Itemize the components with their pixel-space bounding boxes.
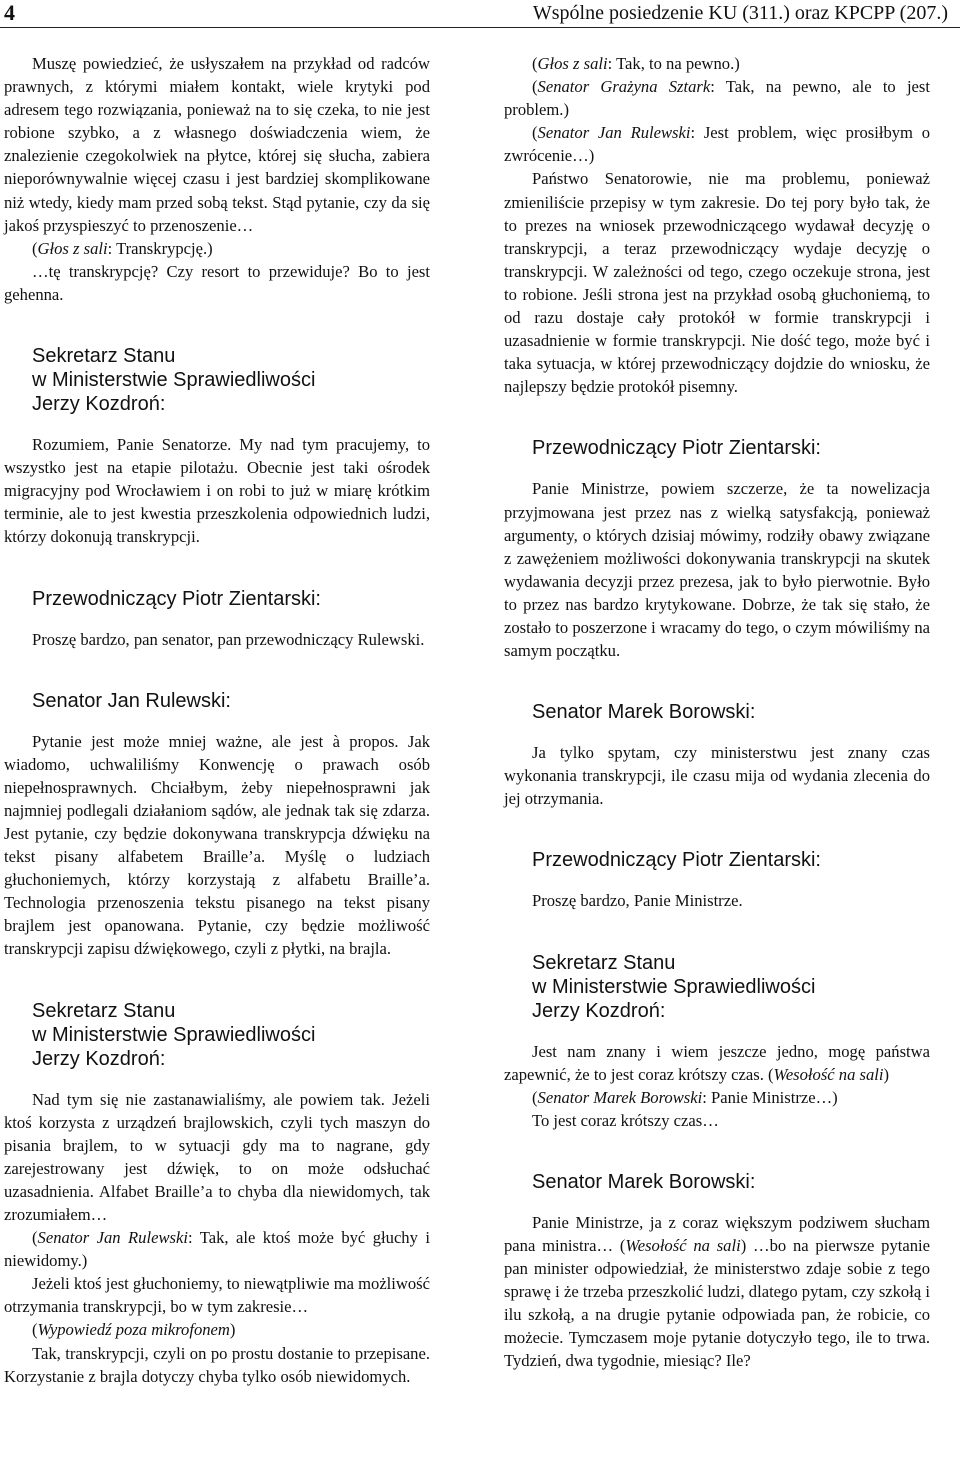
paragraph: Państwo Senatorowie, nie ma problemu, ponieważ zmieniliście przepisy w tym zakresie. Do tej pory było tak, że to prezes na wniosek przewodniczącego wydawał decyzję o transkrypcji, a teraz przewodniczący wydaje decyzję o transkrypcji. W zależności od tego, czego oczekuje strona, jest to robione. Jeśli strona jest na przykład osobą głuchoniemą, to od razu dostaje cały protokół w formie transkrypcji i uzasadnienie w formie transkrypcji. Nie dość tego, może być i taka sytuacja, w której przewodniczący dojdzie do wniosku, że najlepszy będzie protokół pisemny. — [504, 169, 930, 397]
paragraph: Proszę bardzo, Panie Ministrze. — [532, 891, 743, 911]
paragraph: Jest nam znany i wiem jeszcze jedno, mogę państwa zapewnić, że to jest coraz krótszy czas. (Wesołość na sali) — [504, 1041, 930, 1084]
paragraph: Proszę bardzo, pan senator, pan przewodniczący Rulewski. — [32, 629, 425, 649]
page-header — [0, 0, 960, 26]
interjection: (Głos z sali: Tak, to na pewno.) — [532, 54, 740, 73]
header-rule — [0, 27, 960, 28]
speaker-heading: Przewodniczący Piotr Zientarski: — [532, 437, 821, 460]
speaker-heading: Sekretarz Stanu w Ministerstwie Sprawiedliwości Jerzy Kozdroń: — [532, 951, 816, 1022]
speaker-heading: Senator Marek Borowski: — [532, 701, 756, 724]
paragraph: Pytanie jest może mniej ważne, ale jest à propos. Jak wiadomo, uchwaliliśmy Konwencję o prawach osób niepełnosprawnych. Chciałbym, żeby niepełnosprawni jak najmniej podlegali działaniom sądów, ale jednak tak się zdarza. Jest pytanie, czy będzie dokonywana transkrypcja dźwięku na tekst pisany alfabetem Braille’a. Myślę o ludziach głuchoniemych, którzy korzystają z alfabetu Braille’a. Technologia przenoszenia tekstu pisanego na tekst pisany brajlem jest opanowana. Pytanie, czy będzie możliwość transkrypcji zapisu dźwiękowego, czyli z płytki, na brajla. — [4, 731, 430, 959]
interjection: (Senator Marek Borowski: Panie Ministrze…) — [532, 1087, 838, 1107]
speaker-heading: Senator Jan Rulewski: — [32, 689, 231, 712]
running-title: Wspólne posiedzenie KU (311.) oraz KPCPP (207.) — [532, 2, 948, 24]
speaker-heading: Sekretarz Stanu w Ministerstwie Sprawiedliwości Jerzy Kozdroń: — [32, 999, 316, 1070]
interjection: (Senator Jan Rulewski: Tak, ale ktoś może być głuchy i niewidomy.) — [4, 1228, 430, 1271]
page-number: 4 — [4, 0, 15, 25]
paragraph: …tę transkrypcję? Czy resort to przewiduje? Bo to jest gehenna. — [4, 261, 430, 304]
paragraph: Panie Ministrze, powiem szczerze, że ta nowelizacja przyjmowana jest przez nas z wielką satysfakcją, ponieważ argumenty, o których dzisiaj mówimy, rodziły obawy związane z zawężeniem możliwości dokonywania transkrypcji na skutek wydawania decyzji przez prezesa, jak to było pierwotnie. Było to przez nas bardzo krytykowane. Dobrze, że tak się stało, że zostało to poszerzone i wracamy do tego, o czym mówiliśmy na samym początku. — [504, 479, 930, 661]
paragraph: Rozumiem, Panie Senatorze. My nad tym pracujemy, to wszystko jest na etapie pilotażu. Obecnie jest taki ośrodek migracyjny pod Wrocławiem i on robi to już w miarę krótkim terminie, ale to jest kwestia przeszkolenia odpowiednich ludzi, którzy dokonują transkrypcji. — [4, 435, 430, 547]
speaker-heading: Przewodniczący Piotr Zientarski: — [532, 849, 821, 872]
speaker-heading: Senator Marek Borowski: — [532, 1170, 756, 1193]
paragraph: Jeżeli ktoś jest głuchoniemy, to niewątpliwie ma możliwość otrzymania transkrypcji, bo w tym zakresie… — [4, 1274, 431, 1317]
paragraph: Nad tym się nie zastanawialiśmy, ale powiem tak. Jeżeli ktoś korzysta z urządzeń brajlowskich, czyli tych maszyn do pisania brajlem, to w sytuacji gdy ma to nagrane, gdy zarejestrowany jest dźwięk, to on może odsłuchać uzasadnienia. Alfabet Braille’a to chyba dla niewidomych, tak zrozumiałem… — [4, 1089, 430, 1224]
speaker-heading: Sekretarz Stanu w Ministerstwie Sprawiedliwości Jerzy Kozdroń: — [32, 345, 316, 416]
left-column — [4, 52, 430, 1388]
paragraph: To jest coraz krótszy czas… — [532, 1110, 719, 1130]
paragraph: Tak, transkrypcji, czyli on po prostu dostanie to przepisane. Korzystanie z brajla dotyczy chyba tylko osób niewidomych. — [4, 1343, 430, 1386]
interjection: (Senator Jan Rulewski: Jest problem, więc prosiłbym o zwrócenie…) — [504, 123, 930, 166]
speaker-heading: Przewodniczący Piotr Zientarski: — [32, 587, 321, 610]
interjection: (Głos z sali: Transkrypcję.) — [32, 238, 213, 258]
interjection: (Senator Grażyna Sztark: Tak, na pewno, ale to jest problem.) — [504, 77, 930, 120]
paragraph: Ja tylko spytam, czy ministerstwu jest znany czas wykonania transkrypcji, ile czasu mija od wydania zlecenia do jej otrzymania. — [504, 743, 930, 809]
interjection: (Wypowiedź poza mikrofonem) — [32, 1320, 236, 1340]
right-column — [504, 52, 930, 1373]
paragraph: Muszę powiedzieć, że usłyszałem na przykład od radców prawnych, z którymi miałem kontakt, wiele krytyki pod adresem tego rozwiązania, ponieważ na to się czeka, to nie jest robione szybko, a z własnego doświadczenia wiem, że znalezienie czegokolwiek na płytce, której się słucha, zabiera nieporównywalnie więcej czasu i jest bardziej skomplikowane niż wtedy, kiedy mam przed sobą tekst. Stąd pytanie, czy da się jakoś przyspieszyć to przenoszenie… — [4, 54, 430, 235]
paragraph: Panie Ministrze, ja z coraz większym podziwem słucham pana ministra… (Wesołość na sali) …bo na pierwsze pytanie pan minister odpowiedział, że ministerstwo zdaje sobie z tego sprawę i że trzeba przeszkolić ludzi, dlatego pytam, czy szkołą i ilu szkołą, a na drugie pytanie odpowiada pan, że robicie, co możecie. Tymczasem moje pytanie dotyczyło tego, ile to trwa. Tydzień, dwa tygodnie, miesiąc? Ile? — [504, 1212, 931, 1371]
